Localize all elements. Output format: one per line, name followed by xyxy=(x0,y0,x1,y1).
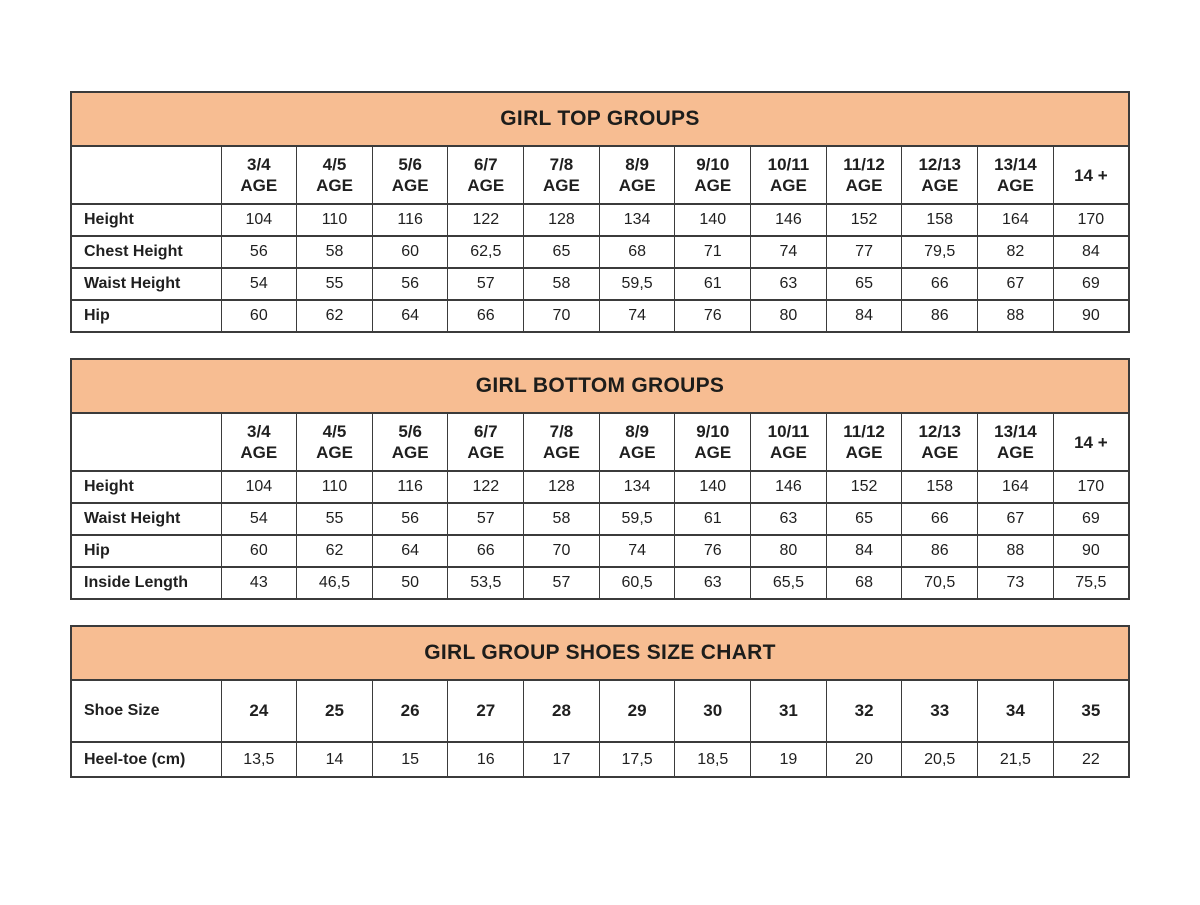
value-cell: 79,5 xyxy=(902,236,978,268)
value-cell: 84 xyxy=(826,300,902,332)
age-header-bottom: AGE xyxy=(770,176,807,195)
value-cell: 58 xyxy=(524,503,600,535)
value-cell: 69 xyxy=(1053,268,1129,300)
value-cell: 104 xyxy=(221,471,297,503)
age-header-top: 11/12 xyxy=(843,422,885,441)
value-cell: 74 xyxy=(599,535,675,567)
value-cell: 75,5 xyxy=(1053,567,1129,599)
value-cell: 60,5 xyxy=(599,567,675,599)
age-header-top: 5/6 xyxy=(398,422,422,441)
value-cell: 34 xyxy=(978,680,1054,742)
header-empty-cell xyxy=(71,146,221,204)
value-cell: 46,5 xyxy=(297,567,373,599)
value-cell: 170 xyxy=(1053,471,1129,503)
value-cell: 21,5 xyxy=(978,742,1054,777)
age-header-bottom: AGE xyxy=(543,443,580,462)
age-header-bottom: AGE xyxy=(618,176,656,195)
value-cell: 70,5 xyxy=(902,567,978,599)
age-header-cell xyxy=(826,146,902,204)
age-header-top: 8/9 xyxy=(625,422,649,441)
value-cell: 25 xyxy=(297,680,373,742)
value-cell: 33 xyxy=(902,680,978,742)
value-cell: 59,5 xyxy=(599,503,675,535)
age-header-bottom: AGE xyxy=(921,176,959,195)
value-cell: 146 xyxy=(751,471,827,503)
value-cell: 30 xyxy=(675,680,751,742)
age-header-top: 14 + xyxy=(1074,165,1108,185)
value-cell: 64 xyxy=(372,300,448,332)
value-cell: 73 xyxy=(978,567,1054,599)
age-header-bottom: AGE xyxy=(240,176,278,195)
age-header-bottom: AGE xyxy=(467,443,505,462)
age-header-cell xyxy=(675,146,751,204)
row-label: Height xyxy=(71,204,221,236)
value-cell: 60 xyxy=(372,236,448,268)
value-cell: 74 xyxy=(599,300,675,332)
value-cell: 15 xyxy=(372,742,448,777)
value-cell: 122 xyxy=(448,204,524,236)
age-header-cell xyxy=(448,413,524,471)
girl-top-groups-table xyxy=(70,91,1130,333)
value-cell: 88 xyxy=(978,535,1054,567)
age-header-cell xyxy=(978,146,1054,204)
value-cell: 31 xyxy=(751,680,827,742)
value-cell: 88 xyxy=(978,300,1054,332)
age-header-top: 14 + xyxy=(1074,432,1108,452)
value-cell: 80 xyxy=(751,535,827,567)
value-cell: 158 xyxy=(902,204,978,236)
value-cell: 71 xyxy=(675,236,751,268)
age-header-top: 10/11 xyxy=(767,422,810,441)
value-cell: 56 xyxy=(221,236,297,268)
age-header-bottom: AGE xyxy=(845,443,883,462)
age-header-bottom: AGE xyxy=(694,176,732,195)
age-header-top: 4/5 xyxy=(322,155,347,174)
value-cell: 86 xyxy=(902,535,978,567)
age-header-top: 3/4 xyxy=(247,422,271,441)
value-cell: 65,5 xyxy=(751,567,827,599)
age-header-cell xyxy=(448,146,524,204)
age-header-top: 9/10 xyxy=(696,155,730,174)
row-label: Waist Height xyxy=(71,503,221,535)
value-cell: 110 xyxy=(297,204,373,236)
value-cell: 57 xyxy=(524,567,600,599)
value-cell: 110 xyxy=(297,471,373,503)
value-cell: 140 xyxy=(675,471,751,503)
value-cell: 28 xyxy=(524,680,600,742)
value-cell: 66 xyxy=(448,300,524,332)
value-cell: 24 xyxy=(221,680,297,742)
value-cell: 27 xyxy=(448,680,524,742)
value-cell: 29 xyxy=(599,680,675,742)
age-header-cell xyxy=(599,413,675,471)
value-cell: 164 xyxy=(978,204,1054,236)
row-label: Height xyxy=(71,471,221,503)
age-header-bottom: AGE xyxy=(316,176,353,195)
row-label: Shoe Size xyxy=(71,680,221,742)
value-cell: 158 xyxy=(902,471,978,503)
value-cell: 146 xyxy=(751,204,827,236)
value-cell: 68 xyxy=(599,236,675,268)
value-cell: 66 xyxy=(448,535,524,567)
value-cell: 17,5 xyxy=(599,742,675,777)
value-cell: 14 xyxy=(297,742,373,777)
value-cell: 20 xyxy=(826,742,902,777)
value-cell: 116 xyxy=(372,204,448,236)
value-cell: 90 xyxy=(1053,535,1129,567)
value-cell: 16 xyxy=(448,742,524,777)
age-header-cell xyxy=(902,413,978,471)
age-header-top: 13/14 xyxy=(994,422,1037,441)
age-header-top: 5/6 xyxy=(398,155,422,174)
age-header-top: 3/4 xyxy=(247,155,271,174)
value-cell: 134 xyxy=(599,471,675,503)
value-cell: 76 xyxy=(675,300,751,332)
row-label: Waist Height xyxy=(71,268,221,300)
age-header-top: 10/11 xyxy=(767,155,810,174)
girl-shoes-size-table xyxy=(70,625,1130,778)
age-header-cell xyxy=(978,413,1054,471)
value-cell: 61 xyxy=(675,268,751,300)
value-cell: 65 xyxy=(826,503,902,535)
value-cell: 62 xyxy=(297,535,373,567)
table-title: GIRL GROUP SHOES SIZE CHART xyxy=(71,626,1129,680)
value-cell: 50 xyxy=(372,567,448,599)
value-cell: 63 xyxy=(751,268,827,300)
value-cell: 65 xyxy=(524,236,600,268)
value-cell: 69 xyxy=(1053,503,1129,535)
age-header-bottom: AGE xyxy=(770,443,807,462)
value-cell: 70 xyxy=(524,535,600,567)
age-header-bottom: AGE xyxy=(694,443,732,462)
value-cell: 57 xyxy=(448,268,524,300)
value-cell: 164 xyxy=(978,471,1054,503)
girl-bottom-groups-table xyxy=(70,358,1130,600)
row-label: Inside Length xyxy=(71,567,221,599)
value-cell: 43 xyxy=(221,567,297,599)
value-cell: 70 xyxy=(524,300,600,332)
age-header-top: 8/9 xyxy=(625,155,649,174)
age-header-cell xyxy=(524,146,600,204)
age-header-top: 7/8 xyxy=(549,422,574,441)
value-cell: 58 xyxy=(524,268,600,300)
value-cell: 56 xyxy=(372,268,448,300)
value-cell: 170 xyxy=(1053,204,1129,236)
age-header-bottom: AGE xyxy=(391,443,429,462)
age-header-cell xyxy=(751,146,827,204)
value-cell: 84 xyxy=(826,535,902,567)
value-cell: 84 xyxy=(1053,236,1129,268)
age-header-bottom: AGE xyxy=(996,176,1034,195)
value-cell: 17 xyxy=(524,742,600,777)
age-header-bottom: AGE xyxy=(316,443,353,462)
value-cell: 13,5 xyxy=(221,742,297,777)
age-header-bottom: AGE xyxy=(618,443,656,462)
value-cell: 62,5 xyxy=(448,236,524,268)
age-header-bottom: AGE xyxy=(543,176,580,195)
age-header-top: 11/12 xyxy=(843,155,885,174)
header-empty-cell xyxy=(71,413,221,471)
age-header-cell xyxy=(297,146,373,204)
value-cell: 128 xyxy=(524,204,600,236)
age-header-cell xyxy=(599,146,675,204)
value-cell: 54 xyxy=(221,503,297,535)
value-cell: 122 xyxy=(448,471,524,503)
value-cell: 56 xyxy=(372,503,448,535)
value-cell: 18,5 xyxy=(675,742,751,777)
value-cell: 64 xyxy=(372,535,448,567)
value-cell: 140 xyxy=(675,204,751,236)
value-cell: 68 xyxy=(826,567,902,599)
value-cell: 20,5 xyxy=(902,742,978,777)
age-header-top: 12/13 xyxy=(918,422,961,441)
value-cell: 55 xyxy=(297,268,373,300)
value-cell: 152 xyxy=(826,471,902,503)
age-header-top: 6/7 xyxy=(473,422,498,441)
value-cell: 66 xyxy=(902,503,978,535)
table-title: GIRL BOTTOM GROUPS xyxy=(71,359,1129,413)
value-cell: 66 xyxy=(902,268,978,300)
value-cell: 26 xyxy=(372,680,448,742)
age-header-cell xyxy=(221,413,297,471)
age-header-cell xyxy=(902,146,978,204)
value-cell: 152 xyxy=(826,204,902,236)
age-header-cell xyxy=(1053,146,1129,204)
value-cell: 134 xyxy=(599,204,675,236)
value-cell: 128 xyxy=(524,471,600,503)
age-header-cell xyxy=(372,413,448,471)
value-cell: 104 xyxy=(221,204,297,236)
value-cell: 61 xyxy=(675,503,751,535)
age-header-bottom: AGE xyxy=(467,176,505,195)
age-header-cell xyxy=(221,146,297,204)
age-header-cell xyxy=(751,413,827,471)
value-cell: 65 xyxy=(826,268,902,300)
value-cell: 63 xyxy=(751,503,827,535)
value-cell: 67 xyxy=(978,268,1054,300)
value-cell: 58 xyxy=(297,236,373,268)
value-cell: 86 xyxy=(902,300,978,332)
value-cell: 35 xyxy=(1053,680,1129,742)
value-cell: 90 xyxy=(1053,300,1129,332)
age-header-top: 9/10 xyxy=(696,422,730,441)
table-title: GIRL TOP GROUPS xyxy=(71,92,1129,146)
row-label: Heel-toe (cm) xyxy=(71,742,221,777)
value-cell: 76 xyxy=(675,535,751,567)
value-cell: 67 xyxy=(978,503,1054,535)
row-label: Chest Height xyxy=(71,236,221,268)
age-header-bottom: AGE xyxy=(391,176,429,195)
row-label: Hip xyxy=(71,535,221,567)
age-header-cell xyxy=(297,413,373,471)
age-header-cell xyxy=(372,146,448,204)
value-cell: 32 xyxy=(826,680,902,742)
value-cell: 62 xyxy=(297,300,373,332)
row-label: Hip xyxy=(71,300,221,332)
age-header-top: 12/13 xyxy=(918,155,961,174)
value-cell: 54 xyxy=(221,268,297,300)
value-cell: 80 xyxy=(751,300,827,332)
value-cell: 55 xyxy=(297,503,373,535)
value-cell: 60 xyxy=(221,300,297,332)
age-header-cell xyxy=(1053,413,1129,471)
value-cell: 22 xyxy=(1053,742,1129,777)
age-header-bottom: AGE xyxy=(845,176,883,195)
value-cell: 77 xyxy=(826,236,902,268)
age-header-bottom: AGE xyxy=(996,443,1034,462)
value-cell: 63 xyxy=(675,567,751,599)
value-cell: 19 xyxy=(751,742,827,777)
value-cell: 60 xyxy=(221,535,297,567)
value-cell: 57 xyxy=(448,503,524,535)
value-cell: 116 xyxy=(372,471,448,503)
age-header-top: 4/5 xyxy=(322,422,347,441)
age-header-top: 7/8 xyxy=(549,155,574,174)
value-cell: 53,5 xyxy=(448,567,524,599)
age-header-cell xyxy=(524,413,600,471)
age-header-cell xyxy=(826,413,902,471)
age-header-cell xyxy=(675,413,751,471)
age-header-top: 6/7 xyxy=(473,155,498,174)
age-header-top: 13/14 xyxy=(994,155,1037,174)
age-header-bottom: AGE xyxy=(240,443,278,462)
age-header-bottom: AGE xyxy=(921,443,959,462)
value-cell: 74 xyxy=(751,236,827,268)
value-cell: 59,5 xyxy=(599,268,675,300)
value-cell: 82 xyxy=(978,236,1054,268)
